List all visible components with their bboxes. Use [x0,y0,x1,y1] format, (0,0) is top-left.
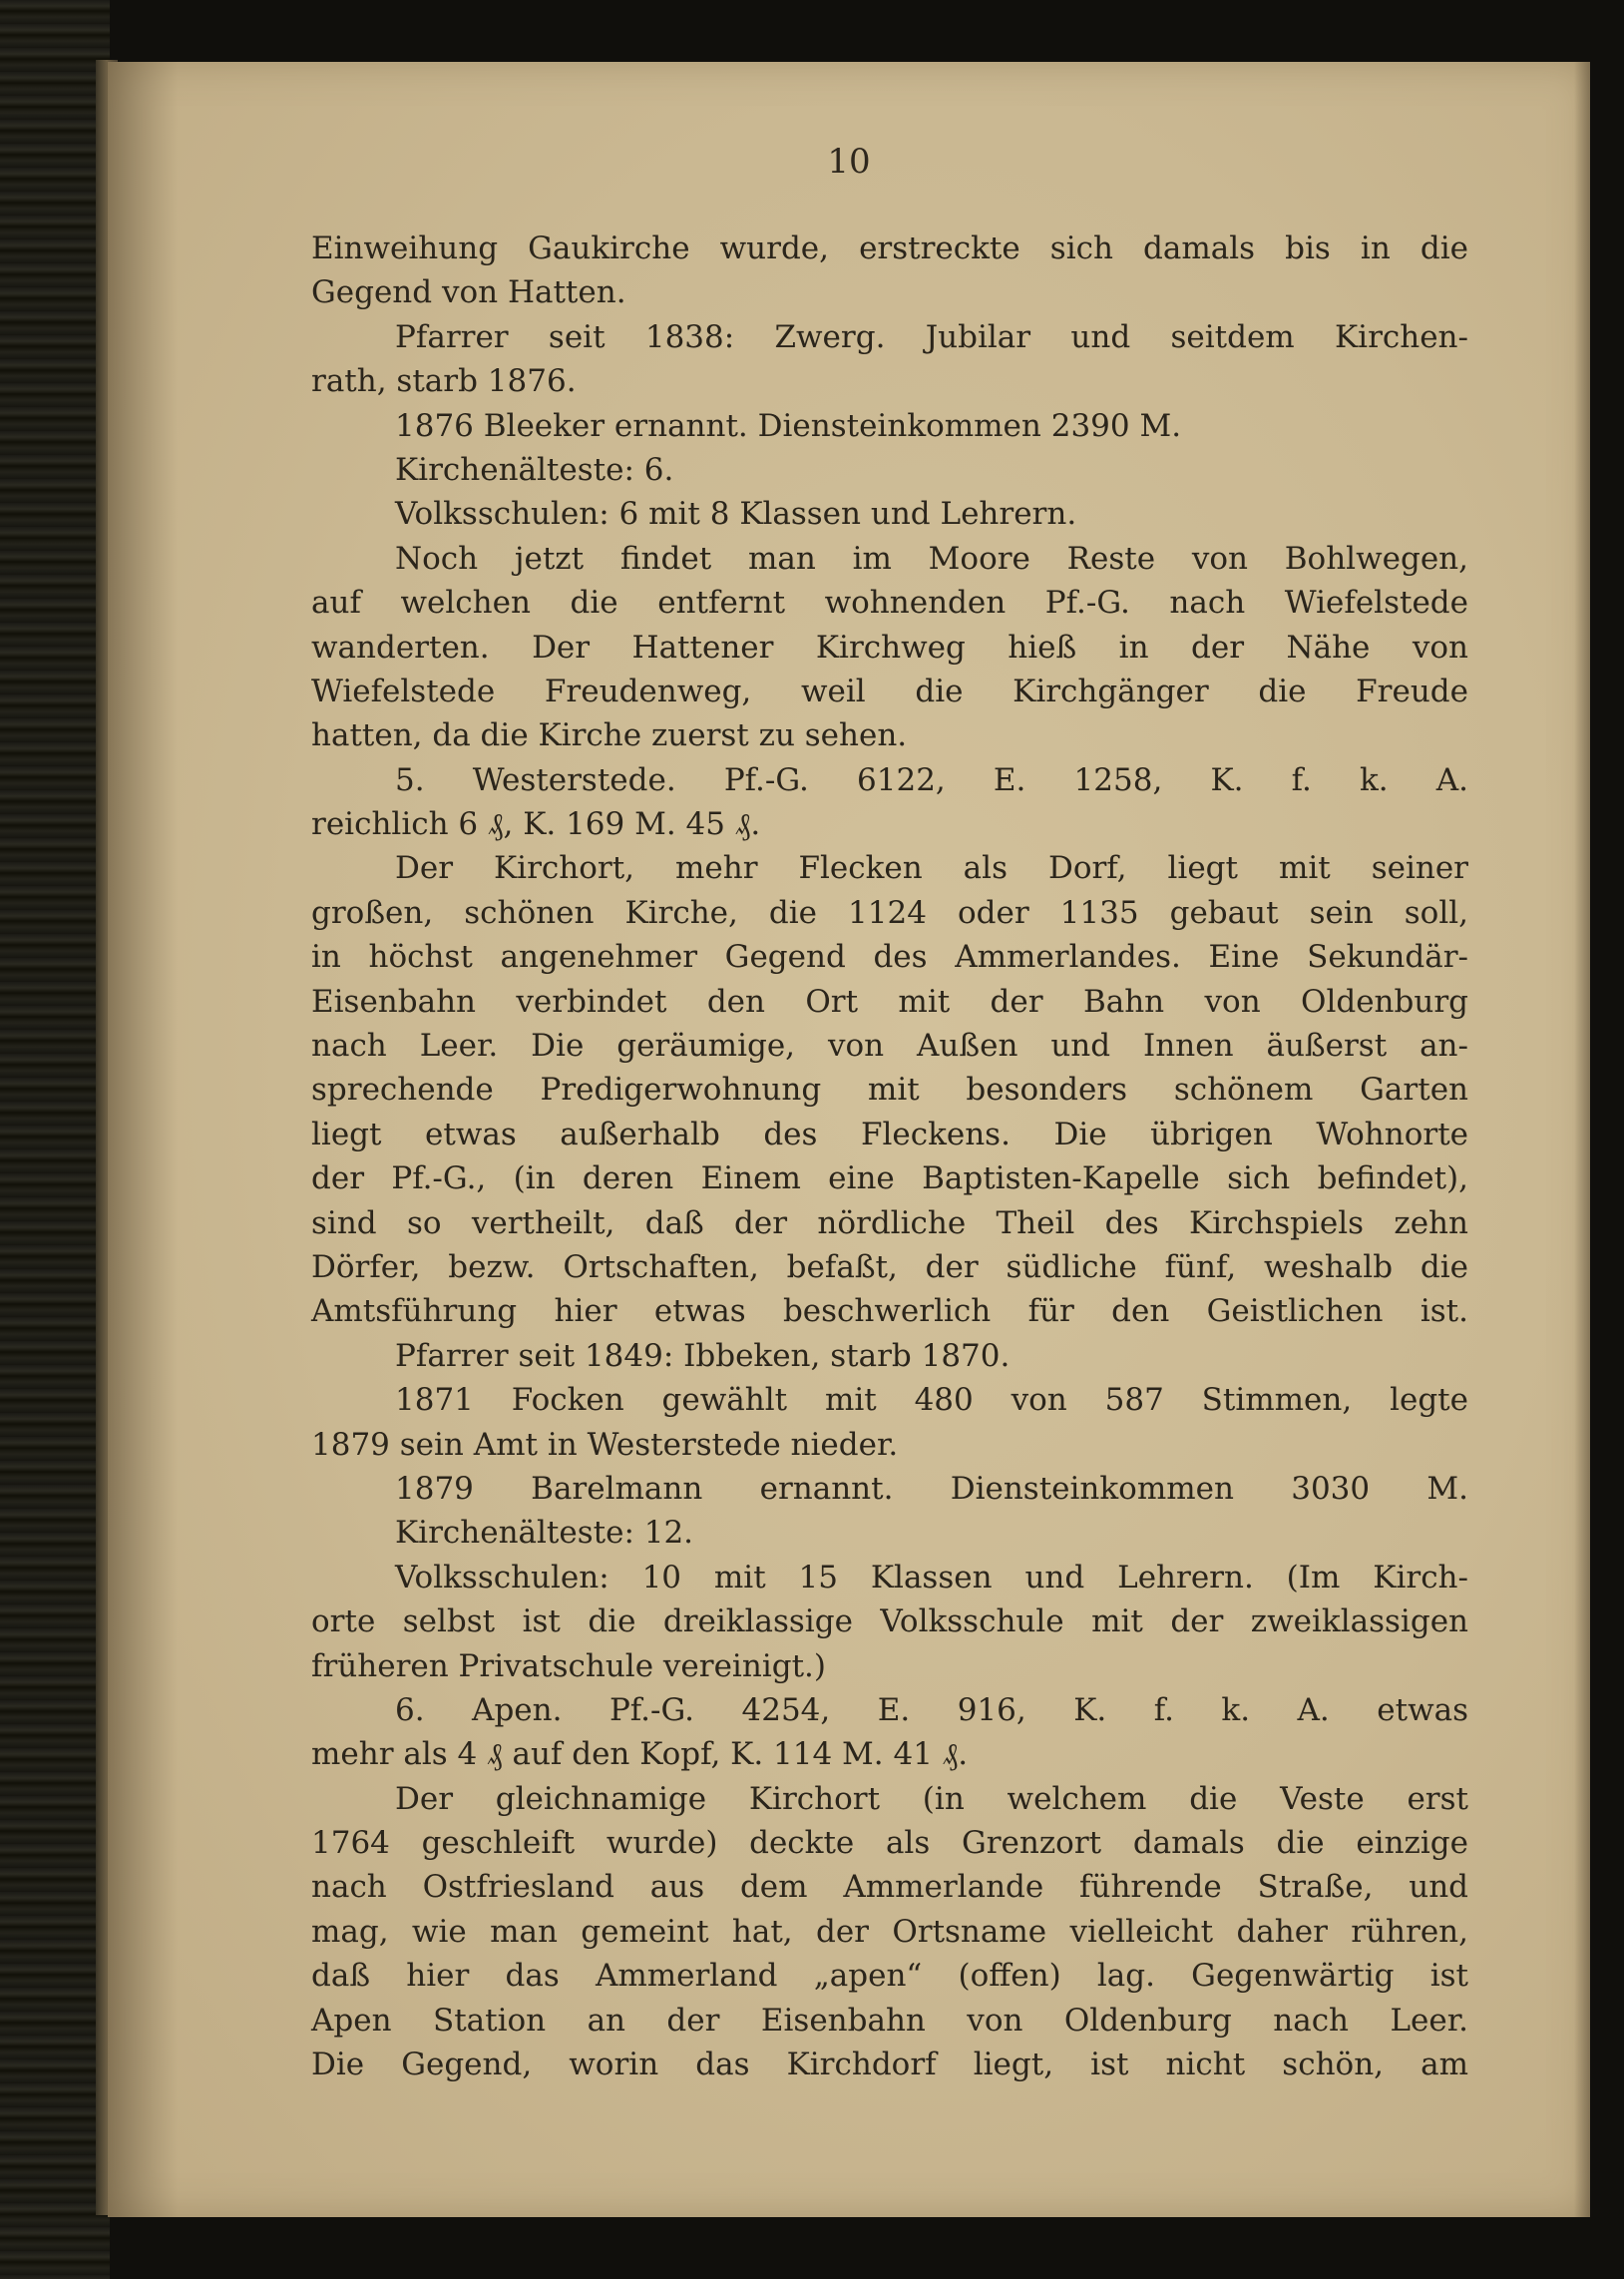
text-line: Der Kirchort, mehr Flecken als Dorf, liegt mit seiner [395,850,1468,887]
text-line: Volksschulen: 6 mit 8 Klassen und Lehrern. [395,496,1077,533]
text-line: 1871 Focken gewählt mit 480 von 587 Stimmen, legte [395,1382,1468,1419]
text-line: mehr als 4 ₰ auf den Kopf, K. 114 M. 41 ₰. [311,1736,969,1773]
text-line: daß hier das Ammerland „apen“ (offen) lag. Gegenwärtig ist [311,1958,1468,1995]
text-line: Wiefelstede Freudenweg, weil die Kirchgänger die Freude [311,673,1468,709]
page-edge-shadow [1574,62,1590,2217]
book-binding [0,0,110,2279]
text-line: 5. Westerstede. Pf.-G. 6122, E. 1258, K. f. k. A. [395,761,1468,798]
text-line: reichlich 6 ₰, K. 169 M. 45 ₰. [311,806,761,843]
text-line: 1876 Bleeker ernannt. Diensteinkommen 2390 M. [395,407,1182,444]
text-line: wanderten. Der Hattener Kirchweg hieß in der Nähe von [311,629,1468,666]
text-line: in höchst angenehmer Gegend des Ammerlandes. Eine Sekundär- [311,939,1468,976]
text-line: nach Leer. Die geräumige, von Außen und Innen äußerst an- [311,1028,1468,1065]
text-line: 6. Apen. Pf.-G. 4254, E. 916, K. f. k. A. etwas [395,1691,1468,1728]
text-line: Gegend von Hatten. [311,274,626,311]
page-gutter-shadow [108,62,178,2217]
text-line: Noch jetzt findet man im Moore Reste von Bohlwegen, [395,540,1468,577]
text-line: Kirchenälteste: 12. [395,1515,694,1552]
text-line: Der gleichnamige Kirchort (in welchem die Veste erst [395,1780,1468,1817]
text-line: Die Gegend, worin das Kirchdorf liegt, ist nicht schön, am [311,2047,1468,2083]
text-line: Pfarrer seit 1849: Ibbeken, starb 1870. [395,1337,1011,1374]
text-line: 1764 geschleift wurde) deckte als Grenzort damals die einzige [311,1825,1468,1862]
text-line: Einweihung Gaukirche wurde, erstreckte sich damals bis in die [311,230,1468,266]
text-line: orte selbst ist die dreiklassige Volksschule mit der zweiklassigen [311,1603,1468,1640]
text-line: Amtsführung hier etwas beschwerlich für den Geistlichen ist. [311,1293,1468,1330]
text-line: Eisenbahn verbindet den Ort mit der Bahn von Oldenburg [311,983,1468,1020]
text-line: Kirchenälteste: 6. [395,451,674,488]
text-line: sprechende Predigerwohnung mit besonders schönem Garten [311,1072,1468,1109]
text-line: sind so vertheilt, daß der nördliche Theil des Kirchspiels zehn [311,1204,1468,1241]
text-line: Dörfer, bezw. Ortschaften, befaßt, der südliche fünf, weshalb die [311,1248,1468,1285]
text-line: rath, starb 1876. [311,363,577,400]
text-line: liegt etwas außerhalb des Fleckens. Die übrigen Wohnorte [311,1116,1468,1152]
text-line: früheren Privatschule vereinigt.) [311,1647,826,1684]
text-line: 1879 sein Amt in Westerstede nieder. [311,1426,899,1463]
text-line: der Pf.-G., (in deren Einem eine Baptisten-Kapelle sich befindet), [311,1160,1468,1197]
text-line: großen, schönen Kirche, die 1124 oder 1135 gebaut sein soll, [311,894,1468,931]
text-line: auf welchen die entfernt wohnenden Pf.-G. nach Wiefelstede [311,585,1468,622]
text-line: 1879 Barelmann ernannt. Diensteinkommen 3030 M. [395,1470,1468,1507]
page-text-block [311,227,1468,2086]
page-number: 10 [827,142,871,182]
text-line: nach Ostfriesland aus dem Ammerlande führende Straße, und [311,1869,1468,1906]
text-line: Pfarrer seit 1838: Zwerg. Jubilar und seitdem Kirchen- [395,318,1468,355]
text-line: mag, wie man gemeint hat, der Ortsname vielleicht daher rühren, [311,1913,1468,1950]
text-line: Volksschulen: 10 mit 15 Klassen und Lehrern. (Im Kirch- [395,1559,1468,1595]
text-line: Apen Station an der Eisenbahn von Oldenburg nach Leer. [311,2002,1468,2039]
text-line: hatten, da die Kirche zuerst zu sehen. [311,717,908,754]
